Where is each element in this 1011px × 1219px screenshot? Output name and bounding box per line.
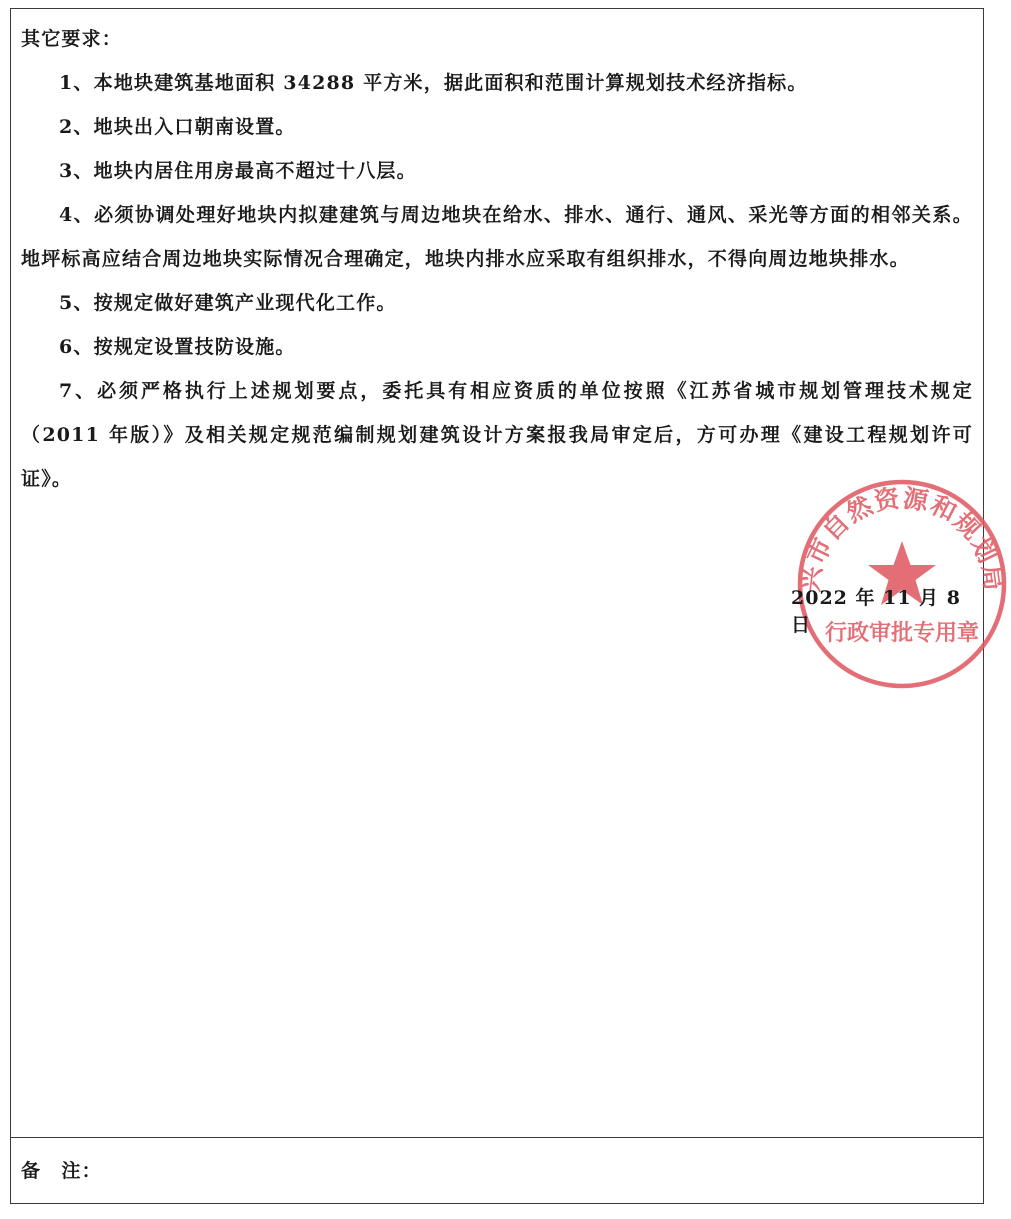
seal-top-text: 兴市自然资源和规划局 [795, 483, 1009, 594]
seal-bottom-text: 行政审批专用章 [824, 621, 980, 646]
section-heading: 其它要求： [21, 28, 123, 50]
requirement-item-3: 3、地块内居住用房最高不超过十八层。 [59, 160, 417, 182]
issue-date: 2022 年 11 月 8 日 [791, 587, 962, 636]
requirement-item-1: 1、本地块建筑基地面积 34288 平方米，据此面积和范围计算规划技术经济指标。 [59, 72, 808, 94]
requirement-item-4: 4、必须协调处理好地块内拟建建筑与周边地块在给水、排水、通行、通风、采光等方面的相邻关系。地坪标高应结合周边地块实际情况合理确定，地块内排水应采取有组织排水，不得向周边地块排水。 [21, 204, 973, 270]
requirements-section [21, 17, 973, 501]
remarks-label: 备 注： [21, 1160, 102, 1182]
requirement-item-7: 7、必须严格执行上述规划要点，委托具有相应资质的单位按照《江苏省城市规划管理技术规定（2011 年版）》及相关规定规范编制规划建筑设计方案报我局审定后，方可办理《建设工程规划许可证》。 [21, 380, 973, 490]
remarks-divider [11, 1137, 983, 1138]
requirement-item-5: 5、按规定做好建筑产业现代化工作。 [59, 292, 397, 314]
requirement-item-2: 2、地块出入口朝南设置。 [59, 116, 296, 138]
requirement-item-6: 6、按规定设置技防设施。 [59, 336, 296, 358]
document-frame [10, 8, 1009, 1204]
